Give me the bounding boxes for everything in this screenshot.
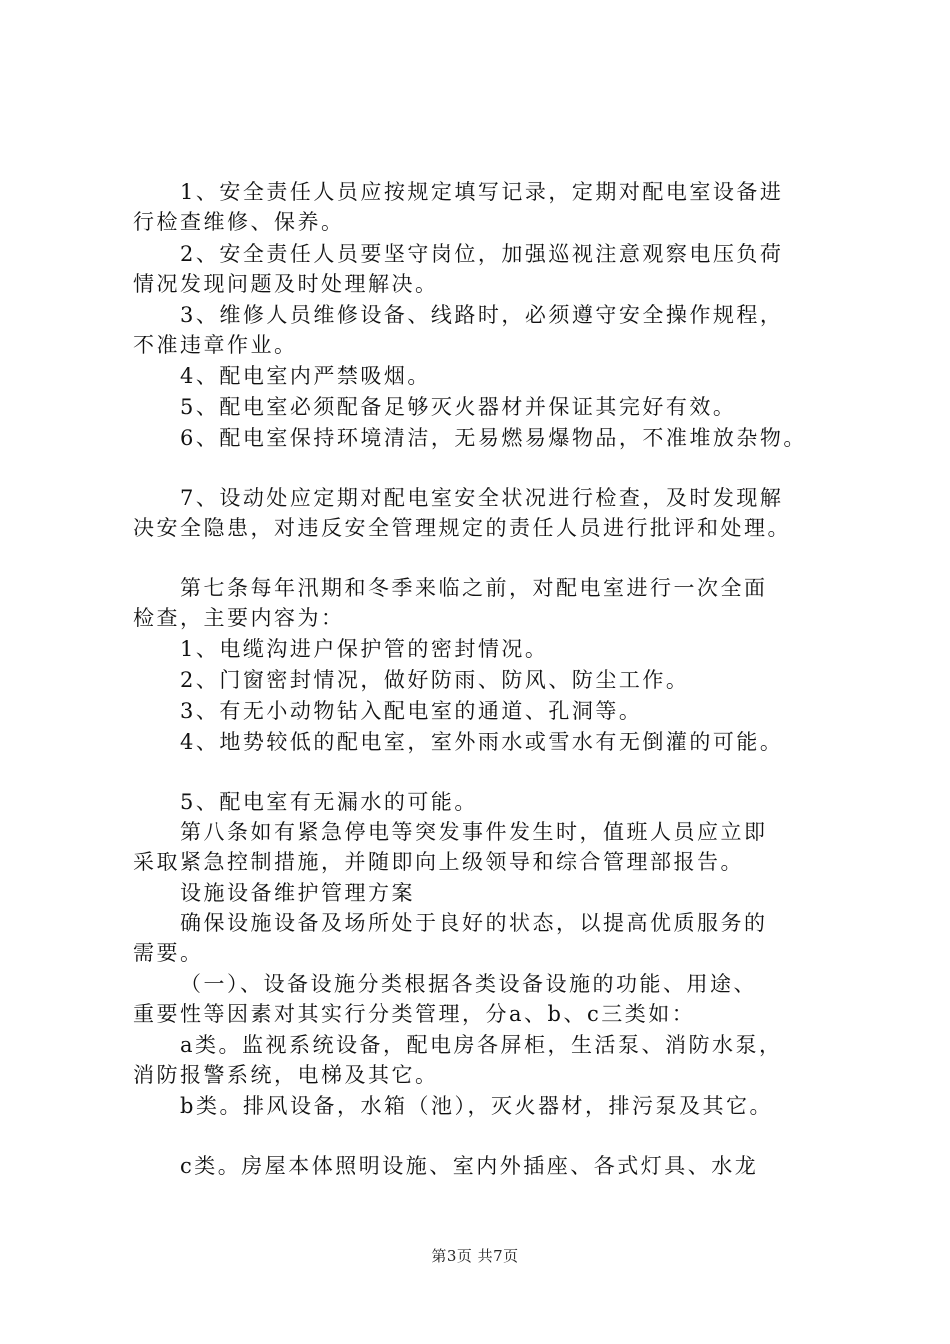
text-line: 7、设动处应定期对配电室安全状况进行检查，及时发现解 <box>180 486 784 510</box>
text-line: 采取紧急控制措施，并随即向上级领导和综合管理部报告。 <box>133 850 744 874</box>
text-line: 不准违章作业。 <box>133 333 298 357</box>
text-line: 行检查维修、保养。 <box>133 210 345 234</box>
text-line: a类。监视系统设备，配电房各屏柜，生活泵、消防水泵， <box>180 1033 783 1057</box>
text-line: 设施设备维护管理方案 <box>180 881 415 905</box>
text-line: 重要性等因素对其实行分类管理，分a、b、c三类如： <box>133 1002 696 1026</box>
text-line: 决安全隐患，对违反安全管理规定的责任人员进行批评和处理。 <box>133 516 791 540</box>
text-line: 5、配电室必须配备足够灭火器材并保证其完好有效。 <box>180 395 737 419</box>
text-line: 消防报警系统，电梯及其它。 <box>133 1063 439 1087</box>
text-line: 确保设施设备及场所处于良好的状态，以提高优质服务的 <box>180 911 768 935</box>
text-line: 3、维修人员维修设备、线路时，必须遵守安全操作规程， <box>180 303 784 327</box>
text-line: b类。排风设备，水箱（池），灭火器材，排污泵及其它。 <box>180 1094 773 1118</box>
text-line: 2、安全责任人员要坚守岗位，加强巡视注意观察电压负荷 <box>180 242 784 266</box>
text-line: 情况发现问题及时处理解决。 <box>133 272 439 296</box>
text-line: 检查，主要内容为： <box>133 606 345 630</box>
text-line: 需要。 <box>133 941 204 965</box>
text-line: 4、地势较低的配电室，室外雨水或雪水有无倒灌的可能。 <box>180 730 784 754</box>
text-line: （一）、设备设施分类根据各类设备设施的功能、用途、 <box>180 972 757 996</box>
text-line: 1、安全责任人员应按规定填写记录，定期对配电室设备进 <box>180 180 784 204</box>
text-line: 6、配电室保持环境清洁，无易燃易爆物品，不准堆放杂物。 <box>180 426 807 450</box>
text-line: c类。房屋本体照明设施、室内外插座、各式灯具、水龙 <box>180 1154 759 1178</box>
text-line: 2、门窗密封情况，做好防雨、防风、防尘工作。 <box>180 668 690 692</box>
text-line: 5、配电室有无漏水的可能。 <box>180 790 478 814</box>
text-line: 3、有无小动物钻入配电室的通道、孔洞等。 <box>180 699 643 723</box>
text-line: 4、配电室内严禁吸烟。 <box>180 364 431 388</box>
text-line: 第八条如有紧急停电等突发事件发生时，值班人员应立即 <box>180 820 768 844</box>
text-line: 第七条每年汛期和冬季来临之前，对配电室进行一次全面 <box>180 576 768 600</box>
page-number-footer: 第3页 共7页 <box>431 1247 519 1265</box>
text-line: 1、电缆沟进户保护管的密封情况。 <box>180 637 549 661</box>
